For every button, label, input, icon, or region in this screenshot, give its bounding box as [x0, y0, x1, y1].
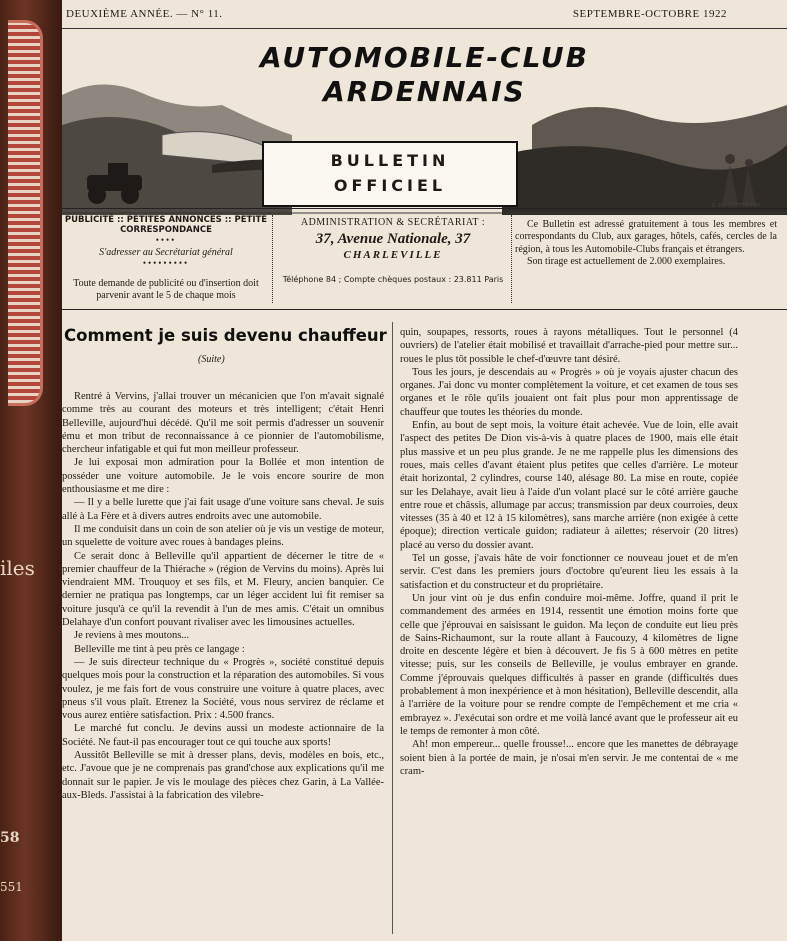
separator-dots-2: ••••••••• [142, 258, 190, 268]
issue-date: SEPTEMBRE-OCTOBRE 1922 [572, 8, 727, 20]
article-column-right [400, 326, 738, 778]
admin-phone: Téléphone 84 ; Compte chèques postaux : 23.811 Paris [282, 275, 504, 284]
advertising-info [62, 215, 270, 302]
paragraph: Ah! mon empereur... quelle frousse!... encore que les manettes de débrayage soient bien à la portée de main, je n'osai m'en servir. Je me contentai de « me cram- [400, 739, 738, 777]
paragraph: Belleville me tint à peu près ce langage : [74, 643, 245, 655]
club-title-line2: ARDENNAIS [323, 75, 526, 108]
column-divider [392, 322, 393, 934]
paragraph: — Il y a belle lurette que j'ai fait usage d'une voiture sans cheval. Je suis allé à La Fère et à divers autres endroits avec une automobile. [62, 497, 384, 522]
paragraph: Aussitôt Belleville se mit à dresser plans, devis, modèles en bois, etc., etc. J'avoue que je ne comprenais pas grand'chose aux explications qu'il me donnait sur le papier. Je vis le moulage des pièces chez Garin, à La Vallée-aux-Bleds. J'assistai à la fabrication des vilebre- [62, 750, 384, 801]
paragraph: Enfin, au bout de sept mois, la voiture était achevée. Vue de loin, elle avait l'aspect des petites De Dion vis-à-vis à quatre places de 1900, mais elle était plus massive et un peu plus grande. Je ne me rappelle plus les dimensions des roues, mais celles d'avant étaient plus petites que celles d'arrière. Le moteur était horizontal, 2 cylindres, course 140, alésage 80. La mise en route, copiée sur les Delahaye, avait lieu à l'aide d'un volant placé sur le côté arrière gauche entre roue et châssis, allumage par accus; transmission par deux courroies, deux vitesses (35 à 40 et 12 à 15 kilomètres), sans marche arrière (non exigée à cette époque); direction verticale guidon; radiateur à ailettes; réservoir (20 litres) placé au verso du dossier avant. [400, 420, 738, 551]
bulletin-banner [262, 141, 518, 207]
bulletin-page [62, 0, 787, 941]
admin-label: ADMINISTRATION & SECRÉTARIAT : [300, 217, 486, 228]
paragraph: Rentré à Vervins, j'allai trouver un mécanicien que l'on m'avait signalé comme très au courant des moteurs et très intelligent; c'était Henri Belleville, aujourd'hui décédé. Qu'il me soit permis d'adresser un souvenir ému et mon tribut de reconnaissance à ce pionnier de l'automobilisme, chercheur infatigable et qui fut mon meilleur professeur. [62, 391, 384, 456]
secretariat-note: S'adresser au Secrétariat général [99, 247, 233, 258]
spine-number-58: 58 [0, 830, 20, 846]
admin-address: 37, Avenue Nationale, 37 [315, 231, 471, 247]
info-divider-2 [511, 215, 512, 303]
distribution-info [515, 219, 777, 268]
distribution-text: Ce Bulletin est adressé gratuitement à tous les membres et correspondants du Club, aux garages, hôtels, cafés, cercles de la région, à tous les Automobile-Clubs français et étrangers. [515, 219, 777, 255]
illustrator-signature: E. PLUQUET-MOREY [712, 203, 761, 209]
paragraph: Il me conduisit dans un coin de son atelier où je vis un vestige de moteur, un squelette de voiture avec roues à bandages pleins. [62, 523, 384, 549]
official-label: OFFICIEL [333, 176, 447, 195]
club-title [62, 41, 787, 109]
club-title-line1: AUTOMOBILE-CLUB [259, 41, 589, 74]
issue-number: DEUXIÈME ANNÉE. — N° 11. [66, 8, 223, 20]
bulletin-label: BULLETIN [330, 151, 450, 170]
paragraph: Je lui exposai mon admiration pour la Bollée et mon intention de posséder une voiture automobile. Je le vois encore sourire de mon enthousiasme et me dire : [62, 457, 384, 496]
paragraph: Tous les jours, je descendais au « Progrès » où je voyais ajuster chacun des organes. J'ai donc vu monter complètement la voiture, et cet examen de tous ses organes et le rôle qu'ils jouaient ont fait plus pour mon apprentissage de chauffeur que toutes les théories du monde. [400, 366, 738, 418]
article-column-left [62, 390, 384, 802]
paragraph: Tel un gosse, j'avais hâte de voir fonctionner ce nouveau jouet et de m'en servir. C'est dans les premiers jours d'octobre qu'eurent lieu les essais à la satisfaction et du constructeur et du propriétaire. [400, 553, 738, 591]
info-bar [62, 208, 787, 310]
separator-dots-1: •••• [155, 235, 177, 245]
admin-city: CHARLEVILLE [343, 249, 443, 261]
article [62, 316, 787, 941]
paragraph: quin, soupapes, ressorts, roues à rayons métalliques. Tout le personnel (4 ouvriers) de l'atelier était mobilisé et travaillait d'arrache-pied pour mettre sur... roues le plus tôt possible le chef-d'œuvre tant désiré. [400, 327, 738, 365]
paragraph: Un jour vint où je dus enfin conduire moi-même. Joffre, quand il prit le commandement des armées en 1914, ressentit une émotion moins forte que celle que j'éprouvai en saisissant le guidon. Ma leçon de conduite eut lieu près de Sains-Richaumont, sur la route allant à Faucouzy, 4 kilomètres de ligne droite en descente légère et bien à découvert. Je fis 5 à 600 mètres en petite vitesse; puis, sur les conseils de Belleville, je voulus embrayer en grande. Comme j'éprouvais quelques difficultés à passer en grande (difficultés dues probablement à mon inexpérience et à mon hésitation), Belleville descendit, alla à l'arrière de la voiture pour se rendre compte de l'empêchement et me cria « embrayez ». J'exécutai son ordre et me voilà lancé avant que le professeur ait eu le temps de remonter à mon côté. [400, 592, 738, 737]
spine-text-iles: iles [0, 556, 35, 580]
article-subtitle: (Suite) [198, 354, 225, 365]
info-divider-1 [272, 215, 273, 303]
spine-number-551: 551 [0, 880, 23, 894]
masthead [62, 28, 787, 209]
issue-line [62, 8, 787, 26]
book-binding [0, 0, 62, 941]
circulation-text: Son tirage est actuellement de 2.000 exemplaires. [527, 255, 726, 267]
deadline-note: Toute demande de publicité ou d'insertion doit parvenir avant le 5 de chaque mois [73, 278, 259, 301]
article-title: Comment je suis devenu chauffeur [64, 326, 387, 345]
administration-info [277, 217, 509, 284]
paragraph: Le marché fut conclu. Je devins aussi un modeste actionnaire de la Société. Ne faut-il pas encourager tout ce qui touche aux sports! [62, 723, 384, 748]
paragraph: Je reviens à mes moutons... [74, 630, 190, 642]
paragraph: — Je suis directeur technique du « Progrès », société constitué depuis quelques mois pour la construction et la réparation des automobiles. Si vous voulez, je me fais fort de vous construire une voiture à quatre places, avec pneus s'il vous plaît. Etrenez la Société, vous nous servirez de réclame et vous aurez entière satisfaction. Prix : 4.500 francs. [62, 656, 384, 722]
paragraph: Ce serait donc à Belleville qu'il appartient de décerner le titre de « premier chauffeur de la Thiérache » (région de Vervins du moins). Après lui viendraient MM. Trouquoy et ses fils, et M. Fleury, ancien banquier. Ce dernier ne pratiqua pas longtemps, car un léger accident lui fit remiser sa voiture jusqu'à ce qu'il la revendit à l'un de mes amis. C'était un omnibus Delahaye d'un confort pouvant rivaliser avec les limousines actuelles. [62, 550, 384, 629]
ads-headings: PUBLICITÉ :: PETITES ANNONCES :: PETITE CORRESPONDANCE [64, 215, 268, 235]
spine-decoration [8, 20, 43, 406]
